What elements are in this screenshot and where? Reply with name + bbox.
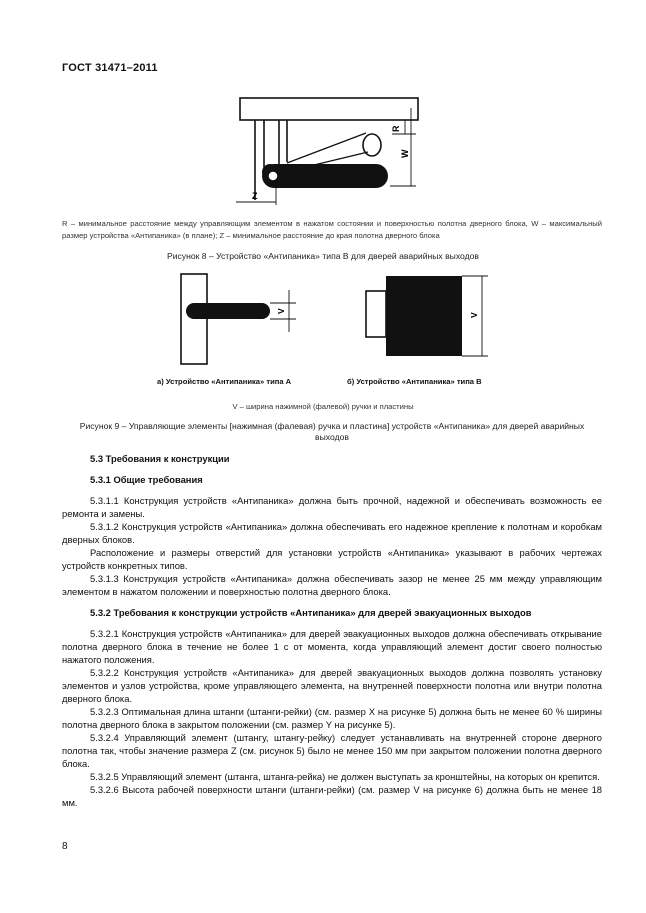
push-plate-b — [386, 276, 462, 356]
heading-5-3: 5.3 Требования к конструкции — [90, 453, 230, 464]
figure-8-legend: R – минимальное расстояние между управляющим элементом в нажатом состоянии и поверхностью полотна дверного блока, W – максимальный размер устройства «Антипаника» (в плане); Z – минимальное расстояние до края полотна дверного блока — [62, 219, 602, 240]
section-content — [62, 452, 602, 809]
pivot-circle — [363, 134, 381, 156]
page-number: 8 — [62, 841, 68, 852]
figure-9a-subcaption: а) Устройство «Антипаника» типа А — [157, 377, 292, 386]
dim-v-label: V — [276, 308, 286, 314]
paragraph-5-3-1-2-b: Расположение и размеры отверстий для установки устройств «Антипаника» указывают в рабочих чертежах устройств конкретных типов. — [62, 547, 602, 571]
paragraph-5-3-2-3: 5.3.2.3 Оптимальная длина штанги (штанги-рейки) (см. размер X на рисунке 5) должна быть не менее 60 % ширины полотна дверного блока в закрытом положении (см. размер Y на рисунке 5). — [62, 706, 602, 730]
paragraph-5-3-2-2: 5.3.2.2 Конструкция устройств «Антипаника» для дверей эвакуационных выходов должна позволять установку элементов и узлов устройства, кроме управляющего элемента, на внутренней поверхности полотна или внутри полотна дверного блока. — [62, 667, 602, 704]
heading-5-3-1: 5.3.1 Общие требования — [90, 474, 203, 485]
figure-9-legend: V – ширина нажимной (фалевой) ручки и пластины — [232, 402, 414, 411]
mount-b — [366, 291, 386, 337]
paragraph-5-3-1-1: 5.3.1.1 Конструкция устройств «Антипаника» должна быть прочной, надежной и обеспечивать возможность ее ремонта и замены. — [62, 495, 602, 519]
paragraph-5-3-2-5: 5.3.2.5 Управляющий элемент (штанга, штанга-рейка) не должен выступать за кронштейны, на которых он крепится. — [90, 771, 600, 782]
paragraph-5-3-2-1: 5.3.2.1 Конструкция устройств «Антипаника» для дверей эвакуационных выходов должна обеспечивать открывание полотна дверного блока в течение не более 1 с от момента, когда управляющий элемент достиг своего полностью нажатого положения. — [62, 628, 602, 665]
dim-z-label: Z — [252, 191, 258, 201]
figure-9-drawing — [176, 270, 496, 370]
push-handle-a — [186, 303, 270, 319]
figure-9b-subcaption: б) Устройство «Антипаника» типа В — [347, 377, 482, 386]
heading-5-3-2: 5.3.2 Требования к конструкции устройств «Антипаника» для дверей эвакуационных выходов — [90, 607, 532, 618]
paragraph-5-3-2-4: 5.3.2.4 Управляющий элемент (штангу, штангу-рейку) следует устанавливать на внутренней стороне дверного полотна так, чтобы значение размера Z (см. рисунок 5) было не менее 150 мм при закрытом положении полотна дверного блока. — [62, 732, 602, 769]
figure-9-caption: Рисунок 9 – Управляющие элементы [нажимная (фалевая) ручка и пластина] устройств «Антипаника» для дверей аварийных выходов — [79, 421, 585, 442]
dim-r-label: R — [391, 125, 401, 132]
dim-v-label-b: V — [469, 312, 479, 318]
document-header: ГОСТ 31471–2011 — [62, 62, 158, 74]
dim-w-label: W — [400, 149, 410, 158]
paragraph-5-3-1-3: 5.3.1.3 Конструкция устройств «Антипаника» должна обеспечивать зазор не менее 25 мм между управляющим элементом в нажатом положении и поверхностью полотна дверного блока. — [62, 573, 602, 597]
handle-bar — [262, 164, 388, 188]
door-frame-bar — [240, 98, 418, 120]
paragraph-5-3-2-6: 5.3.2.6 Высота рабочей поверхности штанги (штанги-рейки) (см. размер V на рисунке 6) должна быть не менее 18 мм. — [62, 784, 602, 808]
figure-8-drawing — [230, 94, 430, 212]
paragraph-5-3-1-2: 5.3.1.2 Конструкция устройств «Антипаника» должна обеспечивать его надежное крепление к полотнам и коробкам дверных блоков. — [62, 521, 602, 545]
figure-8-caption: Рисунок 8 – Устройство «Антипаника» типа В для дверей аварийных выходов — [166, 251, 479, 261]
